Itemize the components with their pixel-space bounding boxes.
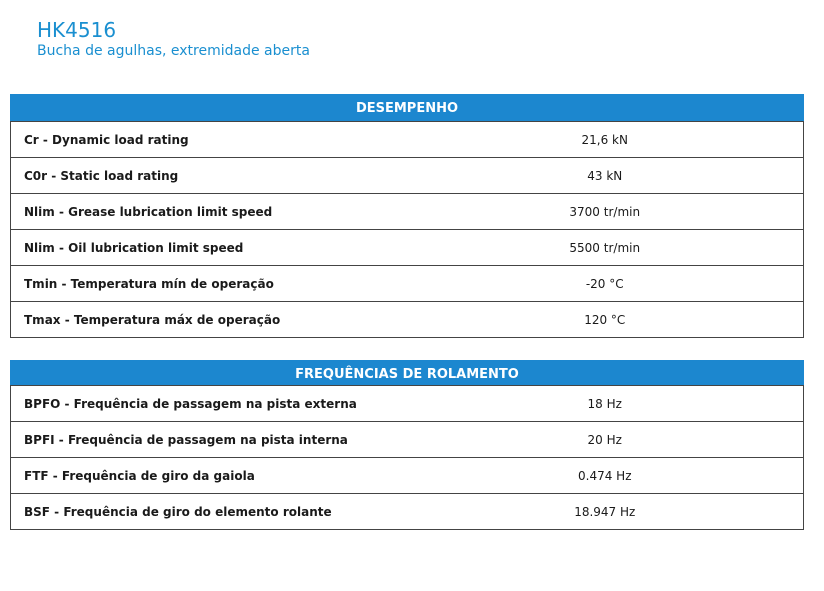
row-value: 120 °C bbox=[407, 302, 804, 338]
row-value: 21,6 kN bbox=[407, 122, 804, 158]
row-label: Nlim - Grease lubrication limit speed bbox=[11, 194, 407, 230]
frequencies-table bbox=[10, 385, 804, 530]
frequencies-heading: FREQUÊNCIAS DE ROLAMENTO bbox=[10, 360, 804, 385]
table-row bbox=[11, 386, 804, 422]
row-label: C0r - Static load rating bbox=[11, 158, 407, 194]
row-label: Cr - Dynamic load rating bbox=[11, 122, 407, 158]
row-label: BSF - Frequência de giro do elemento rolante bbox=[11, 494, 407, 530]
product-subtitle: Bucha de agulhas, extremidade aberta bbox=[37, 43, 310, 59]
row-label: Tmin - Temperatura mín de operação bbox=[11, 266, 407, 302]
row-value: 43 kN bbox=[407, 158, 804, 194]
row-value: 18.947 Hz bbox=[407, 494, 804, 530]
table-row bbox=[11, 266, 804, 302]
row-value: 0.474 Hz bbox=[407, 458, 804, 494]
row-label: FTF - Frequência de giro da gaiola bbox=[11, 458, 407, 494]
row-value: 5500 tr/min bbox=[407, 230, 804, 266]
product-title: HK4516 bbox=[37, 18, 117, 42]
row-label: BPFO - Frequência de passagem na pista externa bbox=[11, 386, 407, 422]
table-row bbox=[11, 194, 804, 230]
performance-table bbox=[10, 121, 804, 338]
product-header bbox=[37, 18, 310, 60]
table-row bbox=[11, 302, 804, 338]
table-row bbox=[11, 422, 804, 458]
row-label: Tmax - Temperatura máx de operação bbox=[11, 302, 407, 338]
performance-section bbox=[10, 94, 804, 338]
table-row bbox=[11, 230, 804, 266]
frequencies-section bbox=[10, 360, 804, 530]
table-row bbox=[11, 458, 804, 494]
row-value: 20 Hz bbox=[407, 422, 804, 458]
table-row bbox=[11, 158, 804, 194]
row-label: BPFI - Frequência de passagem na pista interna bbox=[11, 422, 407, 458]
table-row bbox=[11, 122, 804, 158]
table-row bbox=[11, 494, 804, 530]
performance-heading: DESEMPENHO bbox=[10, 94, 804, 121]
row-value: 18 Hz bbox=[407, 386, 804, 422]
row-value: 3700 tr/min bbox=[407, 194, 804, 230]
row-value: -20 °C bbox=[407, 266, 804, 302]
row-label: Nlim - Oil lubrication limit speed bbox=[11, 230, 407, 266]
